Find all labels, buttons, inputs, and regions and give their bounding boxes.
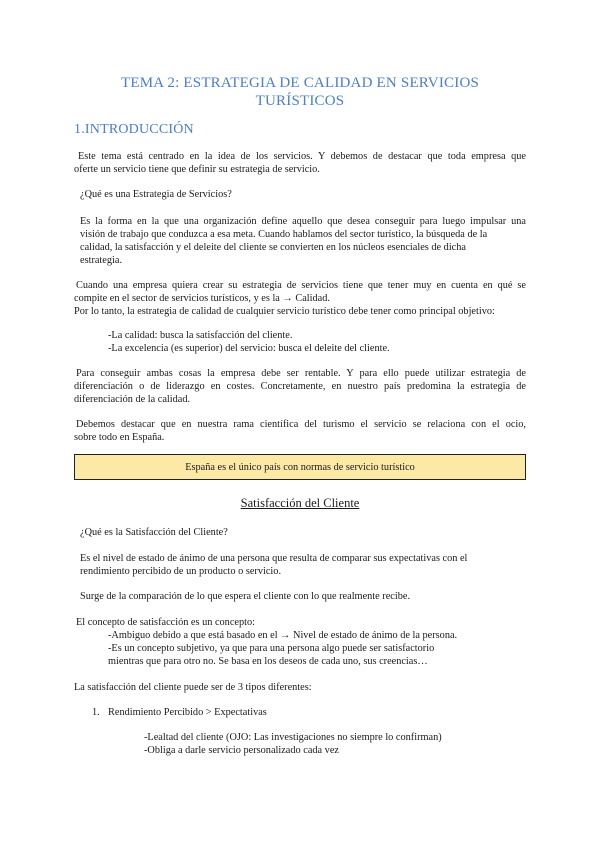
intro-paragraph-line: Este tema está centrado en la idea de los servicios. Y debemos de destacar que toda empresa que [78, 151, 526, 162]
satisfaction-definition-line: rendimiento percibido de un producto o servicio. [80, 566, 282, 577]
section-heading: 1.INTRODUCCIÓN [74, 122, 194, 137]
list-item-perceived-performance: Rendimiento Percibido > Expectativas [108, 707, 267, 718]
strategy-paragraph-line: Por lo tanto, la estrategia de calidad de cualquier servicio turístico debe tener como principal objetivo: [74, 306, 495, 317]
strategy-paragraph-line: compite en el sector de servicios turísticos, y es la → Calidad. [74, 293, 330, 304]
concept-item-continuation: mientras que para otro no. Se basa en los deseos de cada uno, sus creencias… [108, 656, 428, 667]
question-strategy: ¿Qué es una Estrategia de Servicios? [80, 189, 232, 200]
satisfaction-definition-line: Es el nivel de estado de ánimo de una persona que resulta de comparar sus expectativas con el [80, 553, 468, 564]
definition-line: Es la forma en la que una organización define aquello que desea conseguir para luego impulsar una [80, 216, 526, 227]
document-title-line-1: TEMA 2: ESTRATEGIA DE CALIDAD EN SERVICIOS [120, 75, 480, 91]
profitability-paragraph-line: diferenciación o de liderazgo en costes. Concretamente, en nuestro país predomina la estrategia de [74, 381, 526, 392]
concept-item: -Ambiguo debido a que está basado en el → Nivel de estado de ánimo de la persona. [108, 630, 458, 641]
tourism-paragraph-line: sobre todo en España. [74, 432, 165, 443]
tourism-paragraph-line: Debemos destacar que en nuestra rama científica del turismo el servicio se relaciona con el ocio, [76, 419, 526, 430]
intro-paragraph-line: oferte un servicio tiene que definir su estrategia de servicio. [74, 164, 320, 175]
objective-item: -La calidad: busca la satisfacción del cliente. [108, 330, 293, 341]
concept-item: -Es un concepto subjetivo, ya que para una persona algo puede ser satisfactorio [108, 643, 435, 654]
definition-line: estrategia. [80, 255, 123, 266]
highlight-box: España es el único país con normas de servicio turístico [74, 454, 526, 480]
types-intro: La satisfacción del cliente puede ser de 3 tipos diferentes: [74, 682, 312, 693]
document-title-line-2: TURÍSTICOS [255, 93, 345, 109]
comparison-sentence: Surge de la comparación de lo que espera el cliente con lo que realmente recibe. [80, 591, 411, 602]
concept-intro: El concepto de satisfacción es un concepto: [76, 617, 255, 628]
strategy-paragraph-line: Cuando una empresa quiera crear su estrategia de servicios tiene que tener muy en cuenta en qué se [76, 280, 526, 291]
profitability-paragraph-line: Para conseguir ambas cosas la empresa debe ser rentable. Y para ello puede utilizar estrategia de [76, 368, 526, 379]
question-satisfaction: ¿Qué es la Satisfacción del Cliente? [80, 527, 228, 538]
definition-line: calidad, la satisfacción y el deleite del cliente se convierten en los núcleos esenciales de dicha [80, 242, 466, 253]
sub-item: -Lealtad del cliente (OJO: Las investigaciones no siempre lo confirman) [144, 732, 442, 743]
objective-item: -La excelencia (es superior) del servicio: busca el deleite del cliente. [108, 343, 390, 354]
definition-line: visión de trabajo que conduzca a esa meta. Cuando hablamos del sector turístico, la búsqueda de la [80, 229, 488, 240]
profitability-paragraph-line: diferenciación de la calidad. [74, 394, 191, 405]
sub-item: -Obliga a darle servicio personalizado cada vez [144, 745, 339, 756]
subtitle-customer-satisfaction: Satisfacción del Cliente [240, 496, 360, 510]
list-number: 1. [92, 707, 100, 718]
